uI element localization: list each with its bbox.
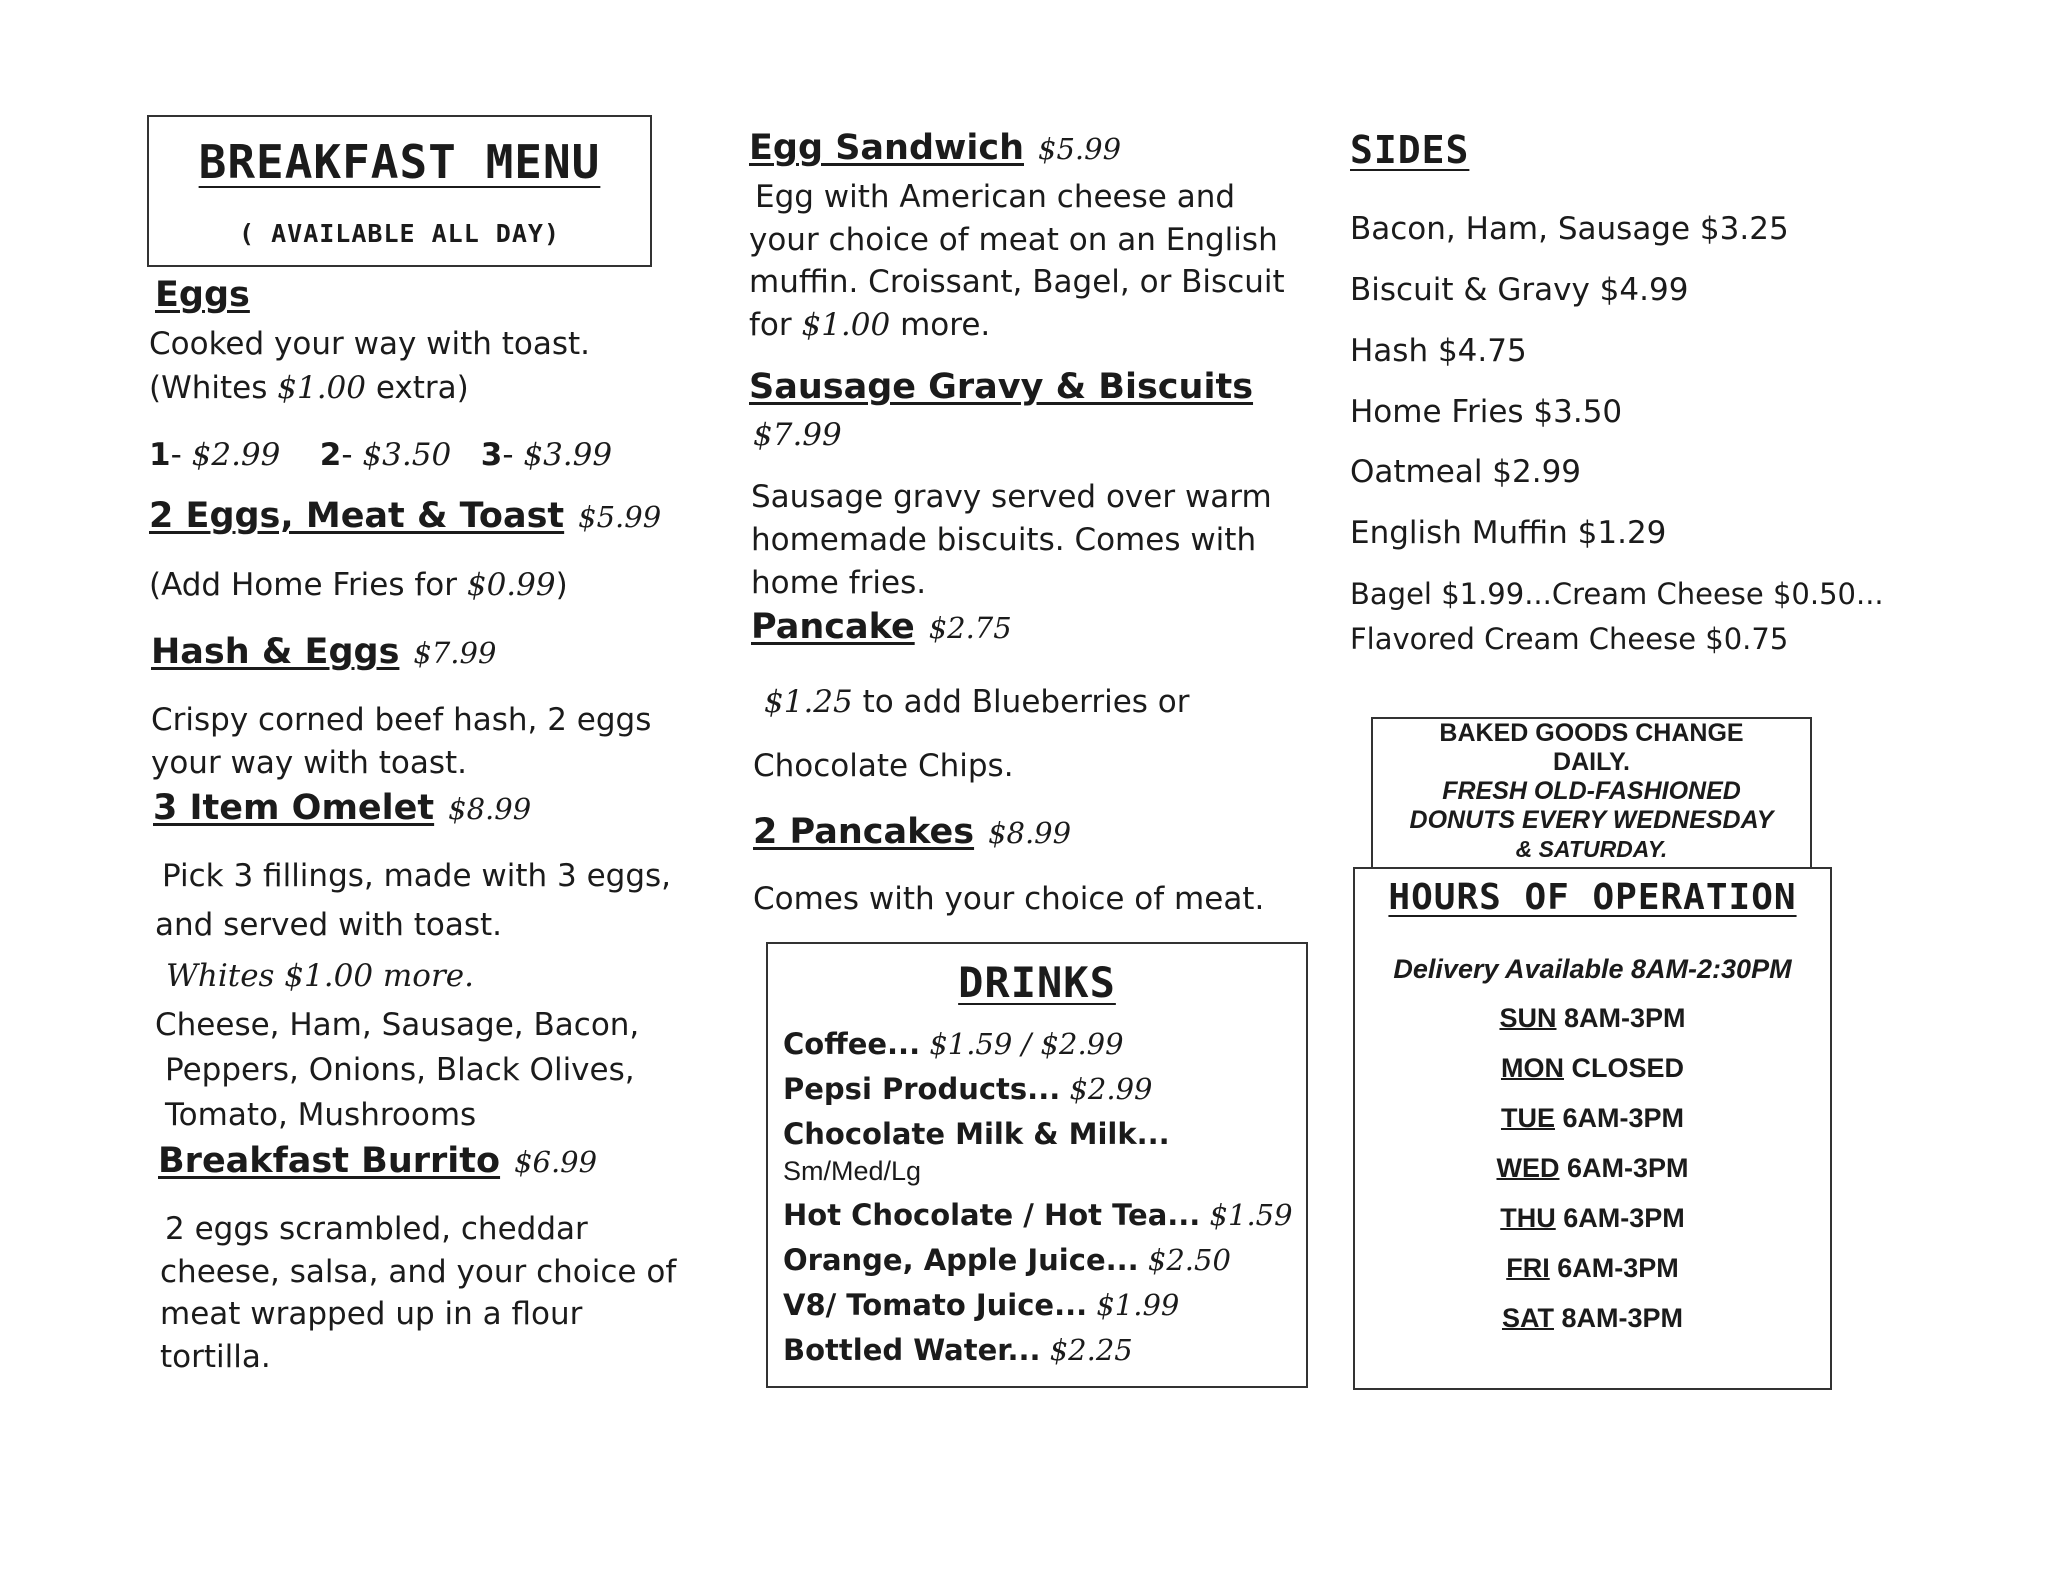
burrito-desc-line1: 2 eggs scrambled, cheddar: [165, 1211, 588, 1247]
hours-title: HOURS OF OPERATION: [1388, 877, 1797, 918]
hours-day-fri: FRI 6AM-3PM: [1506, 1253, 1679, 1283]
eggs-desc-line1: Cooked your way with toast.: [149, 326, 591, 362]
hours-day-tue: TUE 6AM-3PM: [1500, 1103, 1685, 1133]
burrito-heading: Breakfast Burrito $6.99: [158, 1141, 598, 1181]
burrito-desc-line2: cheese, salsa, and your choice of: [160, 1254, 677, 1290]
drink-item-milk: Chocolate Milk & Milk...: [783, 1117, 1170, 1151]
gravy-desc-line2: homemade biscuits. Comes with: [751, 522, 1257, 558]
omelet-heading: 3 Item Omelet $8.99: [153, 788, 532, 828]
eggs-desc-line2: (Whites $1.00 extra): [149, 370, 469, 406]
drink-item-pepsi: Pepsi Products... $2.99: [783, 1072, 1153, 1106]
omelet-fillings-line1: Cheese, Ham, Sausage, Bacon,: [155, 1007, 640, 1043]
baked-goods-line5: & SATURDAY.: [1515, 836, 1668, 862]
pancake-addon-line2: Chocolate Chips.: [753, 748, 1014, 784]
menu-subtitle: ( AVAILABLE ALL DAY): [238, 219, 561, 248]
omelet-fillings-line3: Tomato, Mushrooms: [165, 1097, 477, 1133]
gravy-desc-line1: Sausage gravy served over warm: [751, 479, 1272, 515]
drinks-box: [766, 942, 1308, 1388]
gravy-heading: Sausage Gravy & Biscuits: [749, 367, 1254, 407]
two-pancakes-desc: Comes with your choice of meat.: [753, 881, 1265, 917]
baked-goods-line1: BAKED GOODS CHANGE: [1439, 719, 1744, 747]
hours-day-wed: WED 6AM-3PM: [1496, 1153, 1689, 1183]
sides-item-home-fries: Home Fries $3.50: [1350, 394, 1623, 430]
meat-toast-note: (Add Home Fries for $0.99): [149, 567, 568, 603]
omelet-whites-note: Whites $1.00 more.: [166, 958, 474, 994]
drink-item-hot-chocolate: Hot Chocolate / Hot Tea... $1.59: [783, 1198, 1293, 1232]
meat-toast-heading: 2 Eggs, Meat & Toast $5.99: [149, 496, 662, 536]
drink-item-juice: Orange, Apple Juice... $2.50: [783, 1243, 1231, 1277]
menu-title: BREAKFAST MENU: [198, 135, 601, 189]
sides-item-bagel: Bagel $1.99...Cream Cheese $0.50...: [1350, 577, 1884, 611]
sides-item-english-muffin: English Muffin $1.29: [1350, 515, 1667, 551]
sides-item-biscuit-gravy: Biscuit & Gravy $4.99: [1350, 272, 1689, 308]
hash-eggs-desc-line2: your way with toast.: [151, 745, 468, 781]
baked-goods-box: [1371, 717, 1812, 869]
egg-sandwich-desc-line4: for $1.00 more.: [749, 307, 991, 343]
egg-sandwich-heading: Egg Sandwich $5.99: [749, 128, 1122, 168]
burrito-desc-line4: tortilla.: [160, 1339, 271, 1375]
two-pancakes-heading: 2 Pancakes $8.99: [753, 812, 1072, 852]
drink-item-water: Bottled Water... $2.25: [783, 1333, 1133, 1367]
gravy-price: $7.99: [753, 417, 842, 453]
hash-eggs-desc-line1: Crispy corned beef hash, 2 eggs: [151, 702, 652, 738]
drink-item-v8: V8/ Tomato Juice... $1.99: [783, 1288, 1180, 1322]
omelet-desc-line1: Pick 3 fillings, made with 3 eggs,: [162, 858, 672, 894]
hash-eggs-heading: Hash & Eggs $7.99: [151, 632, 497, 672]
menu-title-box: [147, 115, 652, 267]
drinks-title: DRINKS: [958, 958, 1116, 1007]
eggs-count-prices: 1- $2.99 2- $3.50 3- $3.99: [149, 437, 613, 473]
hours-box: [1353, 867, 1832, 1390]
drink-item-coffee: Coffee... $1.59 / $2.99: [783, 1027, 1124, 1061]
hours-day-mon: MON CLOSED: [1500, 1053, 1685, 1083]
sides-title: SIDES: [1350, 128, 1470, 172]
egg-sandwich-desc-line1: Egg with American cheese and: [755, 179, 1236, 215]
egg-sandwich-desc-line2: your choice of meat on an English: [749, 222, 1278, 258]
sides-item-meats: Bacon, Ham, Sausage $3.25: [1350, 211, 1789, 247]
drink-milk-sizes: Sm/Med/Lg: [783, 1156, 922, 1186]
gravy-desc-line3: home fries.: [751, 565, 927, 601]
baked-goods-line4: DONUTS EVERY WEDNESDAY: [1409, 806, 1774, 834]
omelet-fillings-line2: Peppers, Onions, Black Olives,: [165, 1052, 635, 1088]
sides-item-flavored-cream-cheese: Flavored Cream Cheese $0.75: [1350, 622, 1789, 656]
pancake-addon-line1: $1.25 to add Blueberries or: [764, 684, 1190, 720]
hours-day-sat: SAT 8AM-3PM: [1501, 1303, 1684, 1333]
sides-item-hash: Hash $4.75: [1350, 333, 1527, 369]
burrito-desc-line3: meat wrapped up in a flour: [160, 1296, 583, 1332]
hours-day-sun: SUN 8AM-3PM: [1499, 1003, 1686, 1033]
eggs-heading: Eggs: [155, 275, 250, 315]
hours-day-thu: THU 6AM-3PM: [1500, 1203, 1685, 1233]
hours-delivery: Delivery Available 8AM-2:30PM: [1393, 954, 1792, 984]
baked-goods-line2: DAILY.: [1553, 748, 1630, 776]
egg-sandwich-desc-line3: muffin. Croissant, Bagel, or Biscuit: [749, 264, 1285, 300]
sides-item-oatmeal: Oatmeal $2.99: [1350, 454, 1582, 490]
pancake-heading: Pancake $2.75: [751, 607, 1012, 647]
baked-goods-line3: FRESH OLD-FASHIONED: [1442, 777, 1741, 805]
omelet-desc-line2: and served with toast.: [155, 907, 502, 943]
